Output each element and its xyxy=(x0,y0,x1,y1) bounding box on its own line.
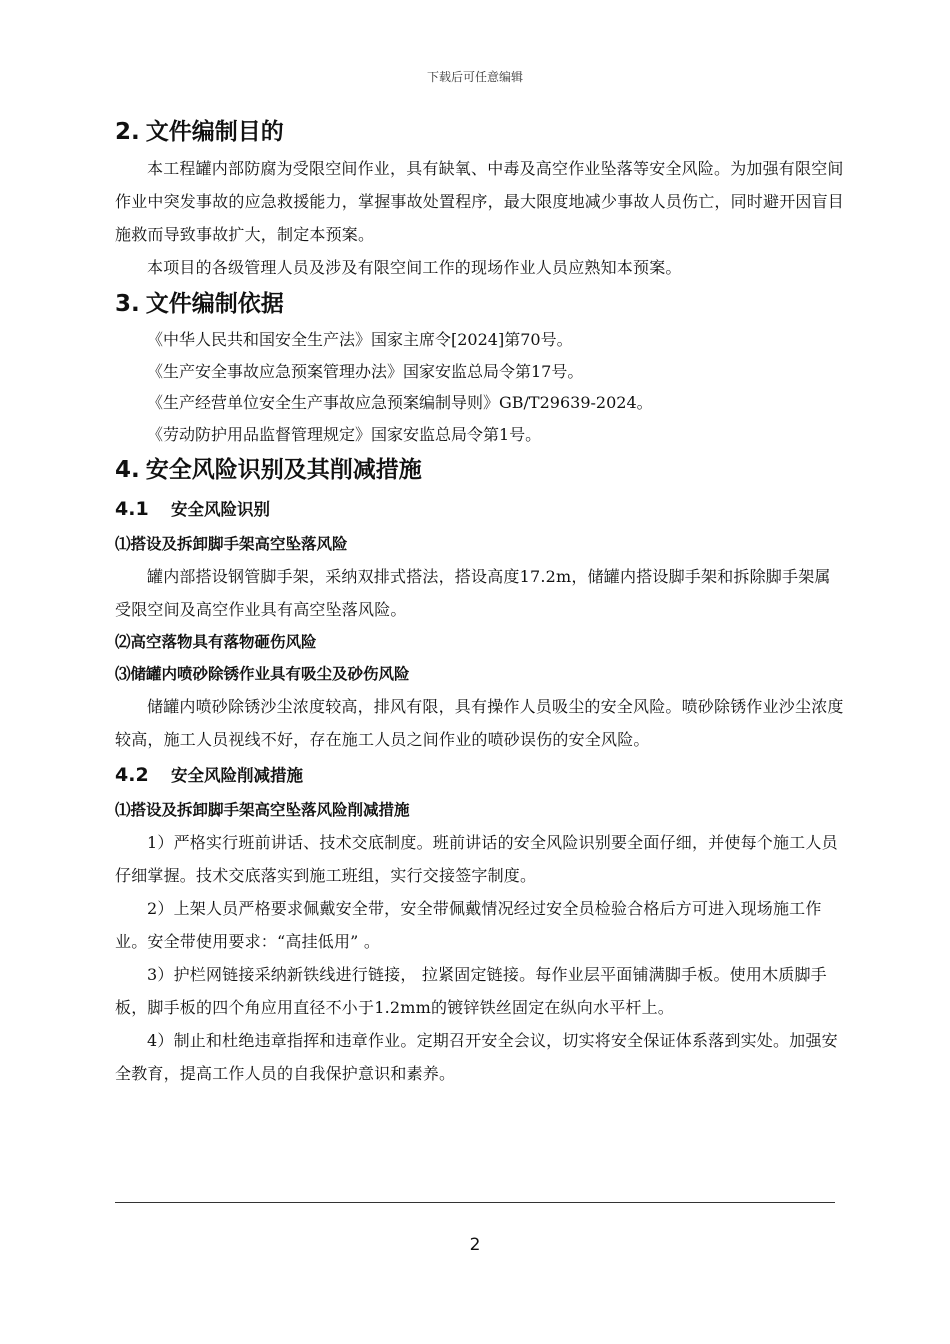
item-heading: ⑴搭设及拆卸脚手架高空坠落风险削减措施 xyxy=(115,801,410,819)
subsection-number: 4.2 xyxy=(115,764,149,786)
section-number: 4. xyxy=(115,457,140,483)
section-heading-2 xyxy=(115,112,845,152)
reference-item: 《中华人民共和国安全生产法》国家主席令[2024]第70号。 xyxy=(147,330,573,349)
measure-point: 4）制止和杜绝违章指挥和违章作业。定期召开安全会议，切实将安全保证体系落到实处。加强安全教育，提高工作人员的自我保护意识和素养。 xyxy=(115,1031,838,1083)
footer-divider xyxy=(115,1202,835,1203)
section-heading-3 xyxy=(115,284,845,324)
paragraph: 储罐内喷砂除锈沙尘浓度较高，排风有限，具有操作人员吸尘的安全风险。喷砂除锈作业沙尘浓度较高，施工人员视线不好，存在施工人员之间作业的喷砂误伤的安全风险。 xyxy=(115,697,844,749)
section-number: 3. xyxy=(115,291,140,317)
subsection-heading-4-2 xyxy=(115,756,845,794)
section-title: 安全风险识别及其削减措施 xyxy=(145,457,422,483)
item-heading: ⑴搭设及拆卸脚手架高空坠落风险 xyxy=(115,535,348,553)
page-number: 2 xyxy=(469,1235,481,1255)
paragraph: 罐内部搭设钢管脚手架，采纳双排式搭法，搭设高度17.2m，储罐内搭设脚手架和拆除脚手架属受限空间及高空作业具有高空坠落风险。 xyxy=(115,567,831,619)
paragraph: 本工程罐内部防腐为受限空间作业，具有缺氧、中毒及高空作业坠落等安全风险。为加强有限空间作业中突发事故的应急救援能力，掌握事故处置程序，最大限度地减少事故人员伤亡，同时避开因盲目施救而导致事故扩大，制定本预案。 xyxy=(115,159,845,244)
section-title: 文件编制依据 xyxy=(145,291,284,317)
measure-point: 2）上架人员严格要求佩戴安全带，安全带佩戴情况经过安全员检验合格后方可进入现场施工作业。安全带使用要求：“高挂低用” 。 xyxy=(115,899,822,951)
section-heading-4 xyxy=(115,450,845,490)
subsection-heading-4-1 xyxy=(115,490,845,528)
section-title: 文件编制目的 xyxy=(145,119,284,145)
subsection-number: 4.1 xyxy=(115,498,149,520)
paragraph: 本项目的各级管理人员及涉及有限空间工作的现场作业人员应熟知本预案。 xyxy=(147,258,682,277)
measure-point: 1）严格实行班前讲话、技术交底制度。班前讲话的安全风险识别要全面仔细，并使每个施工人员仔细掌握。技术交底落实到施工班组，实行交接签字制度。 xyxy=(115,833,838,885)
document-body xyxy=(115,112,845,1090)
item-heading: ⑶储罐内喷砂除锈作业具有吸尘及砂伤风险 xyxy=(115,665,410,683)
item-heading: ⑵高空落物具有落物砸伤风险 xyxy=(115,633,317,651)
reference-item: 《生产安全事故应急预案管理办法》国家安监总局令第17号。 xyxy=(147,361,584,381)
section-number: 2. xyxy=(115,119,140,145)
reference-item: 《生产经营单位安全生产事故应急预案编制导则》GB/T29639-2024。 xyxy=(147,393,653,412)
subsection-title: 安全风险识别 xyxy=(171,500,270,519)
measure-point: 3）护栏网链接采纳新铁线进行链接， 拉紧固定链接。每作业层平面铺满脚手板。使用木质脚手板，脚手板的四个角应用直径不小于1.2mm的镀锌铁丝固定在纵向水平杆上。 xyxy=(115,965,827,1017)
reference-item: 《劳动防护用品监督管理规定》国家安监总局令第1号。 xyxy=(147,424,542,444)
subsection-title: 安全风险削减措施 xyxy=(171,766,303,785)
header-note: 下载后可任意编辑 xyxy=(426,70,523,84)
